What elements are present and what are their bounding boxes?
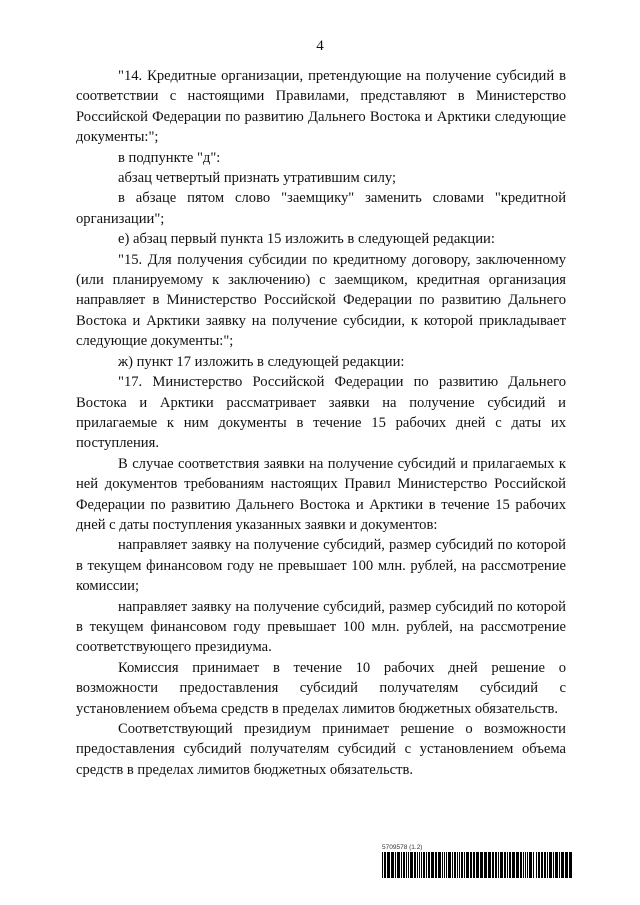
paragraph: е) абзац первый пункта 15 изложить в следующей редакции: bbox=[118, 231, 495, 248]
paragraph: "17. Министерство Российской Федерации по развитию Дальнего Востока и Арктики рассматривает заявки на получение субсидий и прилагаемые к ним документы в течение 15 рабочих дней с даты их поступления. bbox=[76, 374, 566, 452]
paragraph: Комиссия принимает в течение 10 рабочих дней решение о возможности предоставления субсидий получателям субсидий с установлением объема средств в пределах лимитов бюджетных обязательств. bbox=[76, 659, 566, 717]
page-number: 4 bbox=[316, 38, 324, 54]
barcode-icon bbox=[382, 852, 572, 878]
document-body bbox=[76, 66, 566, 780]
paragraph: Соответствующий президиум принимает решение о возможности предоставления субсидий получателям субсидий с установлением объема средств в пределах лимитов бюджетных обязательств. bbox=[76, 721, 566, 778]
paragraph: абзац четвертый признать утратившим силу; bbox=[118, 170, 397, 187]
paragraph: "14. Кредитные организации, претендующие на получение субсидий в соответствии с настоящими Правилами, представляют в Министерство Российской Федерации по развитию Дальнего Востока и Арктики следующие документы:"; bbox=[76, 68, 566, 146]
document-code: 5709578 (1.2) bbox=[382, 844, 423, 851]
paragraph: ж) пункт 17 изложить в следующей редакции: bbox=[118, 353, 405, 370]
paragraph: "15. Для получения субсидии по кредитному договору, заключенному (или планируемому к заключению) с заемщиком, кредитная организация направляет в Министерство Российской Федерации по развитию Дальнего Востока и Арктики заявку на получение субсидии, к которой прикладывает следующие документы:"; bbox=[76, 251, 566, 350]
paragraph: направляет заявку на получение субсидий, размер субсидий по которой в текущем финансовом году превышает 100 млн. рублей, на рассмотрение соответствующего президиума. bbox=[76, 598, 566, 656]
paragraph: направляет заявку на получение субсидий, размер субсидий по которой в текущем финансовом году не превышает 100 млн. рублей, на рассмотрение комиссии; bbox=[76, 537, 566, 595]
paragraph: В случае соответствия заявки на получение субсидий и прилагаемых к ней документов требованиям настоящих Правил Министерство Российской Федерации по развитию Дальнего Востока и Арктики в течение 15 рабочих дней с даты поступления указанных заявки и документов: bbox=[76, 455, 566, 533]
paragraph: в подпункте "д": bbox=[118, 149, 221, 166]
paragraph: в абзаце пятом слово "заемщику" заменить словами "кредитной организации"; bbox=[76, 190, 566, 227]
